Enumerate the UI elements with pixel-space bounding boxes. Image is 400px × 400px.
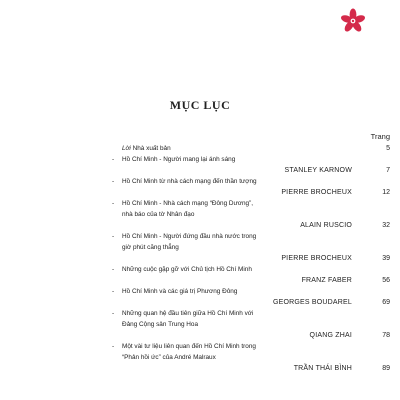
toc-entry[interactable]	[112, 341, 390, 374]
toc-entry-bullet: -	[112, 288, 115, 295]
toc-entry-title-text: Đảng Cộng sản Trung Hoa	[122, 321, 199, 328]
toc-entry-author: PIERRE BROCHEUX	[281, 255, 352, 262]
toc-entry-title	[122, 143, 360, 154]
toc-entry-title-text: Một vài tư liệu liên quan đến Hồ Chí Minh trong	[122, 343, 256, 350]
toc-entry-title	[122, 242, 390, 253]
toc-entry-title-text: Nhà xuất bản	[130, 145, 171, 152]
toc-entry-bullet: -	[112, 156, 115, 163]
toc-entry[interactable]	[112, 286, 390, 308]
toc-entry[interactable]	[112, 198, 390, 231]
toc-entry-title	[122, 308, 390, 319]
toc-entry-title-text: Những cuộc gặp gỡ với Chủ tịch Hồ Chí Minh	[122, 266, 252, 273]
toc-entry-page: 89	[382, 365, 390, 372]
toc-entry-page: 12	[382, 189, 390, 196]
toc-entry-author: TRẦN THÁI BÌNH	[293, 365, 352, 372]
toc-entry-title	[122, 176, 390, 187]
toc-entry-author: QIANG ZHAI	[309, 332, 352, 339]
toc-entry-page: 69	[382, 299, 390, 306]
toc-entry[interactable]	[112, 143, 390, 154]
toc-entry-page: 5	[386, 145, 390, 152]
toc-entry-title	[122, 231, 390, 242]
toc-entry-page: 39	[382, 255, 390, 262]
toc-entry-title	[122, 319, 390, 330]
toc-entry-bullet: -	[112, 310, 115, 317]
toc-entry-author: ALAIN RUSCIO	[300, 222, 352, 229]
toc-entry-author: PIERRE BROCHEUX	[281, 189, 352, 196]
toc-entry-title	[122, 286, 390, 297]
toc-entry-title-text: Hồ Chí Minh - Người đứng đầu nhà nước trong	[122, 233, 257, 240]
toc-entry-title-text: Hồ Chí Minh và các giá trị Phương Đông	[122, 288, 238, 295]
toc-entry-bullet: -	[112, 266, 115, 273]
table-of-contents	[112, 143, 390, 374]
toc-entry-title	[122, 209, 390, 220]
toc-entry-title-prefix: Lời	[122, 145, 131, 152]
page-title: MỤC LỤC	[169, 98, 231, 112]
toc-entry-title-text: Hồ Chí Minh - Người mang lại ánh sáng	[122, 156, 236, 163]
toc-entry[interactable]	[112, 154, 390, 176]
toc-entry-bullet: -	[112, 200, 115, 207]
toc-entry[interactable]	[112, 176, 390, 198]
toc-entry[interactable]	[112, 308, 390, 341]
toc-entry-author: FRANZ FABER	[301, 277, 352, 284]
toc-entry[interactable]	[112, 264, 390, 286]
toc-entry-author: STANLEY KARNOW	[284, 167, 352, 174]
toc-entry-bullet: -	[112, 178, 115, 185]
toc-entry-bullet: -	[112, 343, 115, 350]
toc-entry-page: 32	[382, 222, 390, 229]
toc-entry-title-text: Những quan hệ đầu tiên giữa Hồ Chí Minh với	[122, 310, 254, 317]
toc-entry-title-text: giờ phút căng thẳng	[122, 244, 179, 251]
toc-entry-title	[122, 154, 390, 165]
toc-entry-author: GEORGES BOUDAREL	[272, 299, 352, 306]
toc-entry-title-text: nhà báo của tờ Nhân đạo	[122, 211, 195, 218]
toc-entry-title-text: Hồ Chí Minh từ nhà cách mạng đến thần tượng	[122, 178, 257, 185]
toc-entry-page: 7	[386, 167, 390, 174]
toc-entry-page: 78	[382, 332, 390, 339]
page-column-header: Trang	[370, 132, 390, 141]
flower-logo-icon	[340, 8, 366, 34]
toc-entry-page: 56	[382, 277, 390, 284]
toc-entry-title	[122, 198, 390, 209]
toc-entry-bullet: -	[112, 233, 115, 240]
toc-entry-title	[122, 352, 390, 363]
toc-entry-title	[122, 264, 390, 275]
toc-entry-title-text: Hồ Chí Minh - Nhà cách mạng “Đông Dương”,	[122, 200, 254, 207]
toc-entry-title	[122, 341, 390, 352]
toc-entry-title-text: “Phản hồi ức” của André Malraux	[122, 354, 216, 361]
toc-entry[interactable]	[112, 231, 390, 264]
